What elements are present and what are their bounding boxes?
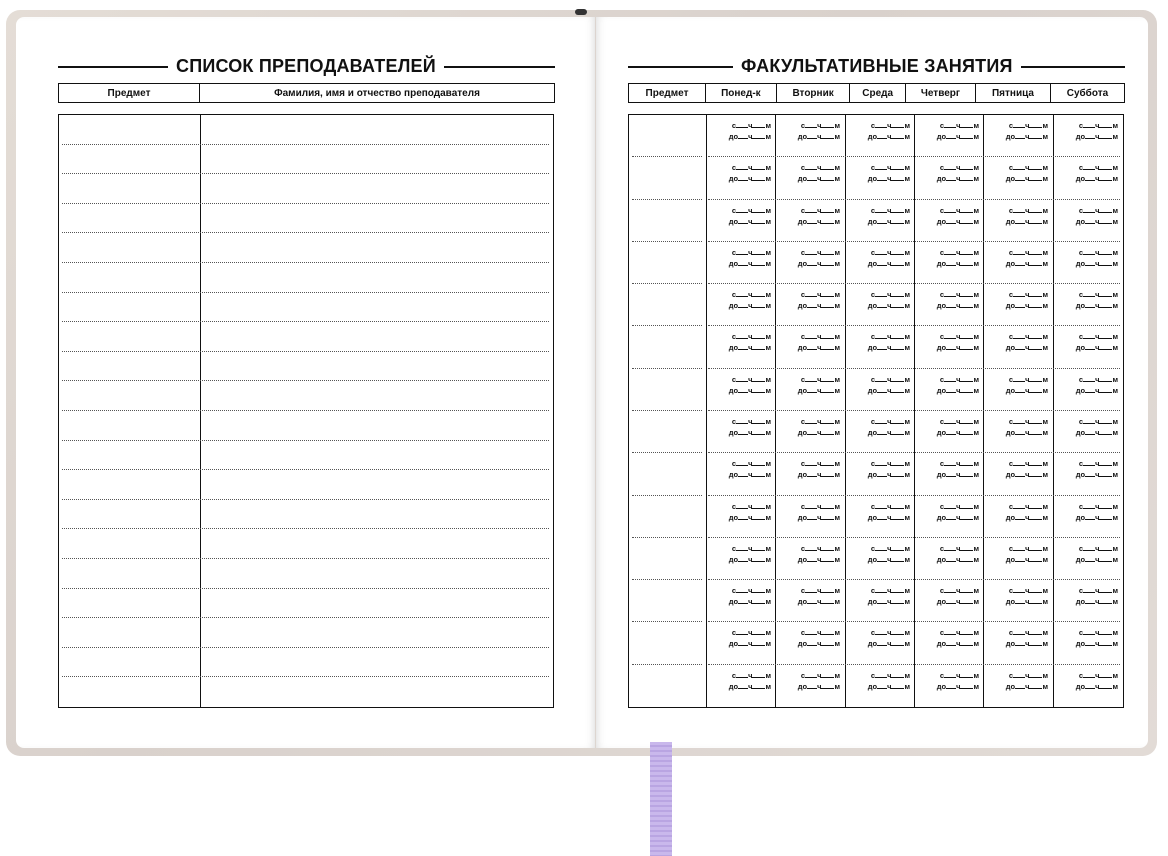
subject-line: [632, 368, 702, 369]
time-slot: с ч м до ч м: [728, 628, 771, 648]
left-page: [16, 17, 595, 748]
time-slot: с ч м до ч м: [797, 375, 840, 395]
writing-line: [62, 499, 549, 500]
row-separator: [708, 199, 1120, 200]
time-slot: с ч м до ч м: [1005, 502, 1048, 522]
day-column-divider: [706, 114, 707, 708]
time-slot: с ч м до ч м: [867, 248, 910, 268]
time-slot: с ч м до ч м: [728, 206, 771, 226]
day-column-divider: [914, 114, 915, 708]
writing-line: [62, 617, 549, 618]
time-slot: с ч м до ч м: [1005, 206, 1048, 226]
time-slot: с ч м до ч м: [728, 459, 771, 479]
spine-notch: [575, 9, 587, 15]
row-separator: [708, 410, 1120, 411]
ribbon-bookmark: [650, 742, 672, 856]
row-separator: [708, 156, 1120, 157]
time-slot: с ч м до ч м: [867, 417, 910, 437]
time-slot: с ч м до ч м: [1075, 628, 1118, 648]
right-page: [596, 17, 1148, 748]
time-slot: с ч м до ч м: [867, 671, 910, 691]
time-slot: с ч м до ч м: [1075, 459, 1118, 479]
writing-line: [62, 440, 549, 441]
time-slot: с ч м до ч м: [797, 248, 840, 268]
time-slot: с ч м до ч м: [867, 332, 910, 352]
writing-line: [62, 203, 549, 204]
teachers-header-table: [58, 83, 555, 103]
time-slot: с ч м до ч м: [797, 586, 840, 606]
time-slot: с ч м до ч м: [1075, 417, 1118, 437]
time-slot: с ч м до ч м: [936, 290, 979, 310]
time-slot: с ч м до ч м: [936, 206, 979, 226]
time-slot: с ч м до ч м: [1005, 671, 1048, 691]
subject-line: [632, 156, 702, 157]
time-slot: с ч м до ч м: [1075, 671, 1118, 691]
time-slot: с ч м до ч м: [797, 417, 840, 437]
time-slot: с ч м до ч м: [936, 163, 979, 183]
subject-line: [632, 241, 702, 242]
time-slot: с ч м до ч м: [1005, 290, 1048, 310]
time-slot: с ч м до ч м: [728, 671, 771, 691]
time-slot: с ч м до ч м: [1005, 332, 1048, 352]
time-slot: с ч м до ч м: [1075, 332, 1118, 352]
writing-line: [62, 262, 549, 263]
writing-line: [62, 528, 549, 529]
writing-line: [62, 558, 549, 559]
time-slot: с ч м до ч м: [728, 121, 771, 141]
time-slot: с ч м до ч м: [1075, 586, 1118, 606]
day-column-divider: [775, 114, 776, 708]
subject-line: [632, 283, 702, 284]
writing-line: [62, 647, 549, 648]
time-slot: с ч м до ч м: [1075, 375, 1118, 395]
row-separator: [708, 495, 1120, 496]
time-slot: с ч м до ч м: [797, 163, 840, 183]
col-teacher-header: Фамилия, имя и отчество преподавателя: [200, 84, 555, 103]
day-column-divider: [983, 114, 984, 708]
subject-line: [632, 199, 702, 200]
day-column-divider: [845, 114, 846, 708]
time-slot: с ч м до ч м: [936, 544, 979, 564]
col-subject-header: Предмет: [59, 84, 200, 103]
time-slot: с ч м до ч м: [936, 332, 979, 352]
writing-line: [62, 410, 549, 411]
time-slot: с ч м до ч м: [797, 459, 840, 479]
time-slot: с ч м до ч м: [728, 290, 771, 310]
time-slot: с ч м до ч м: [797, 121, 840, 141]
writing-line: [62, 321, 549, 322]
writing-line: [62, 380, 549, 381]
subject-line: [632, 579, 702, 580]
row-separator: [708, 537, 1120, 538]
row-separator: [708, 325, 1120, 326]
time-slot: с ч м до ч м: [728, 586, 771, 606]
day-header-tue: Вторник: [776, 84, 850, 103]
time-slot: с ч м до ч м: [1075, 248, 1118, 268]
row-separator: [708, 241, 1120, 242]
time-slot: с ч м до ч м: [797, 671, 840, 691]
time-slot: с ч м до ч м: [1075, 502, 1118, 522]
left-page-title: СПИСОК ПРЕПОДАВАТЕЛЕЙ: [168, 56, 444, 77]
time-slot: с ч м до ч м: [1005, 544, 1048, 564]
time-slot: с ч м до ч м: [867, 586, 910, 606]
row-separator: [708, 579, 1120, 580]
time-slot: с ч м до ч м: [728, 163, 771, 183]
writing-line: [62, 144, 549, 145]
subject-line: [632, 621, 702, 622]
time-slot: с ч м до ч м: [936, 248, 979, 268]
subject-line: [632, 452, 702, 453]
time-slot: с ч м до ч м: [867, 502, 910, 522]
electives-body-table: [628, 114, 1124, 708]
time-slot: с ч м до ч м: [797, 502, 840, 522]
time-slot: с ч м до ч м: [1005, 417, 1048, 437]
row-separator: [708, 368, 1120, 369]
time-slot: с ч м до ч м: [797, 332, 840, 352]
time-slot: с ч м до ч м: [797, 628, 840, 648]
writing-line: [62, 173, 549, 174]
subject-line: [632, 410, 702, 411]
time-slot: с ч м до ч м: [797, 206, 840, 226]
time-slot: с ч м до ч м: [1005, 248, 1048, 268]
writing-line: [62, 588, 549, 589]
day-header-wed: Среда: [850, 84, 905, 103]
time-slot: с ч м до ч м: [1005, 459, 1048, 479]
subject-line: [632, 664, 702, 665]
time-slot: с ч м до ч м: [1005, 628, 1048, 648]
writing-line: [62, 469, 549, 470]
time-slot: с ч м до ч м: [867, 163, 910, 183]
row-separator: [708, 283, 1120, 284]
time-slot: с ч м до ч м: [867, 290, 910, 310]
time-slot: с ч м до ч м: [936, 628, 979, 648]
day-header-mon: Понед-к: [706, 84, 777, 103]
time-slot: с ч м до ч м: [1075, 163, 1118, 183]
time-slot: с ч м до ч м: [728, 248, 771, 268]
time-slot: с ч м до ч м: [867, 121, 910, 141]
time-slot: с ч м до ч м: [1075, 206, 1118, 226]
time-slot: с ч м до ч м: [728, 332, 771, 352]
row-separator: [708, 452, 1120, 453]
row-separator: [708, 621, 1120, 622]
time-slot: с ч м до ч м: [936, 671, 979, 691]
time-slot: с ч м до ч м: [1005, 121, 1048, 141]
time-slot: с ч м до ч м: [1005, 163, 1048, 183]
writing-line: [62, 676, 549, 677]
electives-header-table: [628, 83, 1125, 103]
time-slot: с ч м до ч м: [867, 544, 910, 564]
time-slot: с ч м до ч м: [1075, 121, 1118, 141]
writing-line: [62, 292, 549, 293]
time-slot: с ч м до ч м: [936, 502, 979, 522]
time-slot: с ч м до ч м: [728, 417, 771, 437]
time-slot: с ч м до ч м: [936, 417, 979, 437]
day-header-thu: Четверг: [905, 84, 975, 103]
writing-line: [62, 232, 549, 233]
time-slot: с ч м до ч м: [867, 628, 910, 648]
day-header-fri: Пятница: [976, 84, 1051, 103]
day-column-divider: [1053, 114, 1054, 708]
col-subject-header: Предмет: [629, 84, 706, 103]
time-slot: с ч м до ч м: [1005, 375, 1048, 395]
time-slot: с ч м до ч м: [867, 459, 910, 479]
row-separator: [708, 664, 1120, 665]
time-slot: с ч м до ч м: [728, 375, 771, 395]
time-slot: с ч м до ч м: [936, 459, 979, 479]
time-slot: с ч м до ч м: [936, 121, 979, 141]
writing-line: [62, 351, 549, 352]
subject-line: [632, 495, 702, 496]
time-slot: с ч м до ч м: [1005, 586, 1048, 606]
subject-line: [632, 537, 702, 538]
day-header-sat: Суббота: [1050, 84, 1124, 103]
right-page-title: ФАКУЛЬТАТИВНЫЕ ЗАНЯТИЯ: [733, 56, 1021, 77]
subject-line: [632, 325, 702, 326]
time-slot: с ч м до ч м: [797, 290, 840, 310]
time-slot: с ч м до ч м: [728, 544, 771, 564]
time-slot: с ч м до ч м: [728, 502, 771, 522]
time-slot: с ч м до ч м: [867, 375, 910, 395]
time-slot: с ч м до ч м: [797, 544, 840, 564]
time-slot: с ч м до ч м: [936, 586, 979, 606]
time-slot: с ч м до ч м: [1075, 544, 1118, 564]
time-slot: с ч м до ч м: [867, 206, 910, 226]
time-slot: с ч м до ч м: [936, 375, 979, 395]
time-slot: с ч м до ч м: [1075, 290, 1118, 310]
